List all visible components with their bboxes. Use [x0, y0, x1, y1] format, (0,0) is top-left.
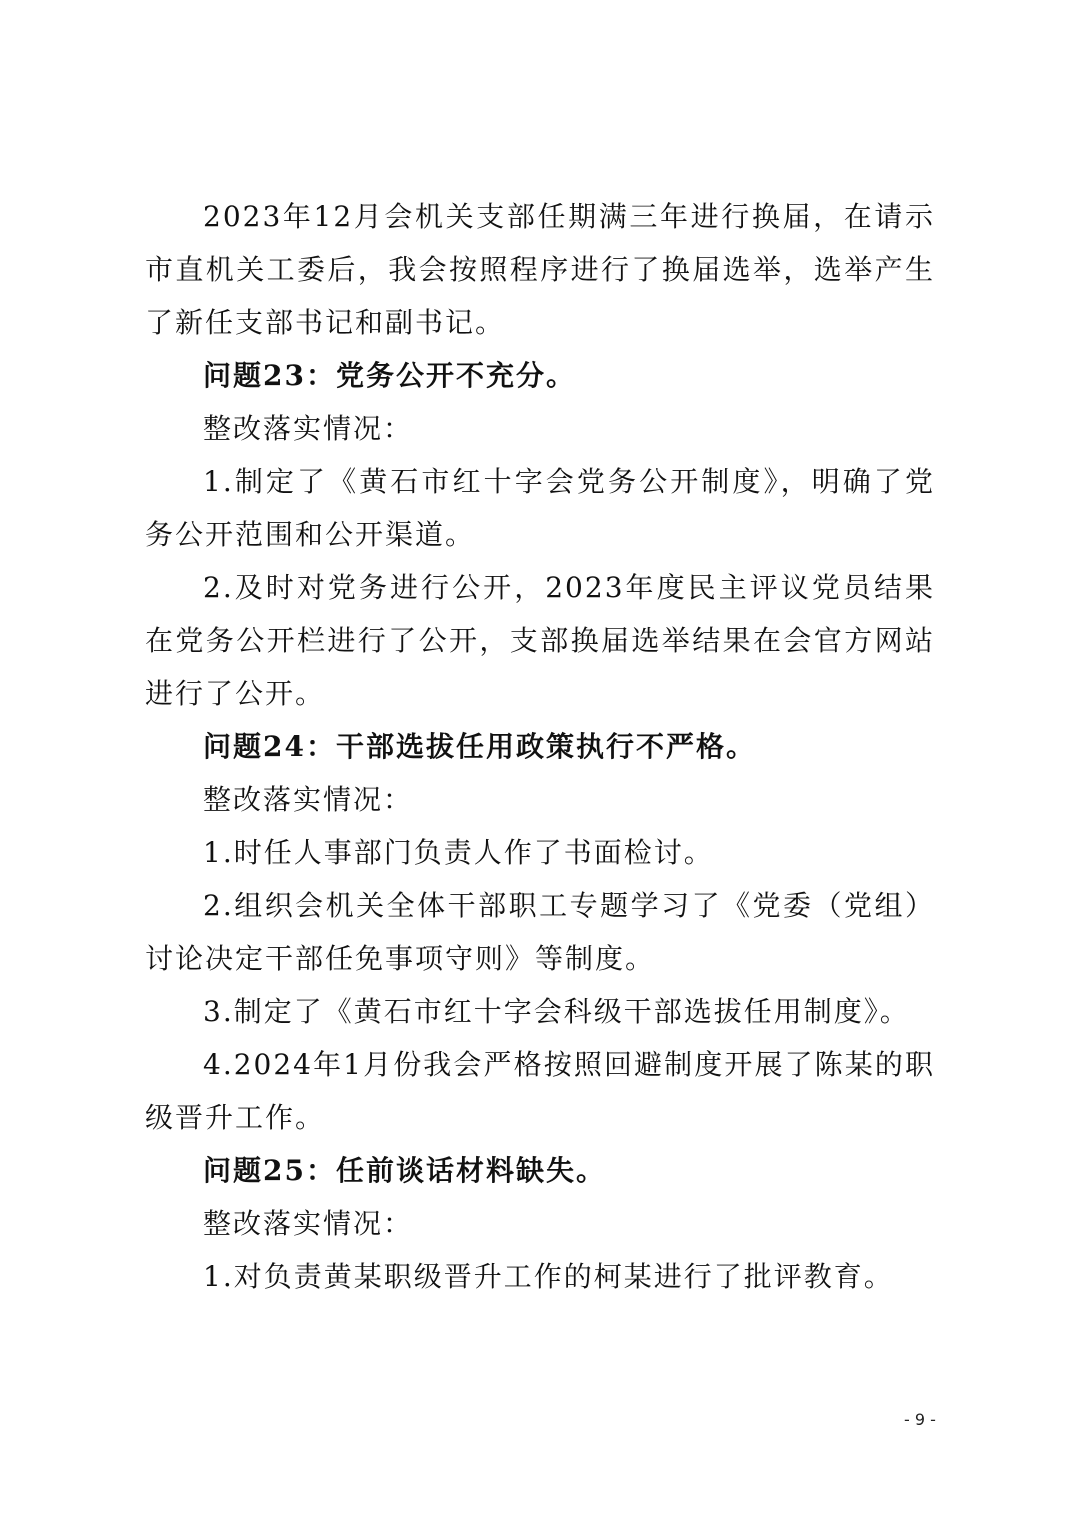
status-label-24: 整改落实情况：	[203, 783, 414, 816]
heading-issue-23: 问题23：党务公开不充分。	[203, 359, 576, 392]
item-24-1: 1.时任人事部门负责人作了书面检讨。	[203, 836, 714, 869]
item-24-2: 2.组织会机关全体干部职工专题学习了《党委（党组）讨论决定干部任免事项守则》等制度。	[145, 889, 935, 975]
status-label-25: 整改落实情况：	[203, 1207, 414, 1240]
status-label-23: 整改落实情况：	[203, 412, 414, 445]
page-number: - 9 -	[904, 1410, 936, 1429]
item-25-1: 1.对负责黄某职级晋升工作的柯某进行了批评教育。	[203, 1260, 894, 1293]
heading-issue-25: 问题25：任前谈话材料缺失。	[203, 1154, 606, 1187]
item-23-1: 1.制定了《黄石市红十字会党务公开制度》，明确了党务公开范围和公开渠道。	[145, 465, 935, 551]
item-24-3: 3.制定了《黄石市红十字会科级干部选拔任用制度》。	[203, 995, 910, 1028]
paragraph-election: 2023年12月会机关支部任期满三年进行换届，在请示市直机关工委后，我会按照程序进行了换届选举，选举产生了新任支部书记和副书记。	[145, 200, 935, 339]
heading-issue-24: 问题24：干部选拔任用政策执行不严格。	[203, 730, 756, 763]
item-24-4: 4.2024年1月份我会严格按照回避制度开展了陈某的职级晋升工作。	[145, 1048, 935, 1134]
item-23-2: 2.及时对党务进行公开，2023年度民主评议党员结果在党务公开栏进行了公开，支部换届选举结果在会官方网站进行了公开。	[145, 571, 935, 710]
document-body	[145, 190, 935, 1303]
